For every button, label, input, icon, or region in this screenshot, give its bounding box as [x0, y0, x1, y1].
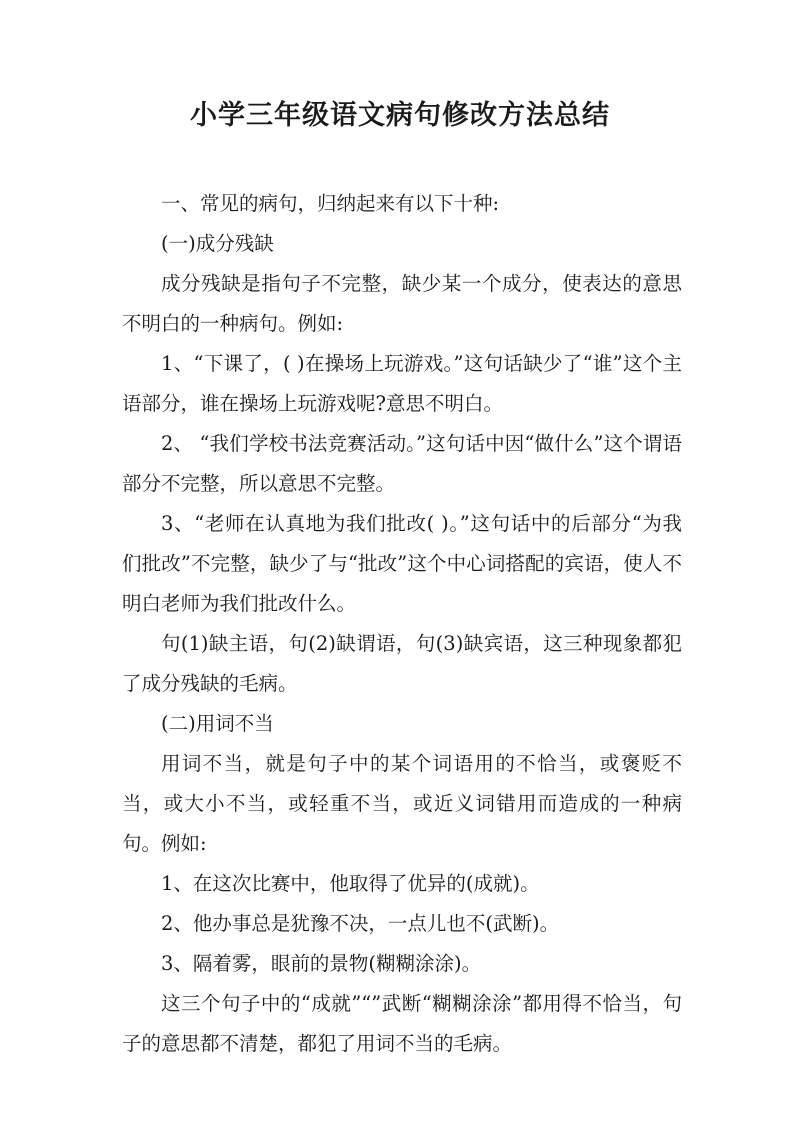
paragraph-summary-2: 这三个句子中的“成就”“”武断“糊糊涂涂”都用得不恰当，句子的意思都不清楚，都犯了用词不当的毛病。	[122, 992, 682, 1055]
paragraph-definition-2: 用词不当，就是句子中的某个词语用的不恰当，或褒贬不当，或大小不当，或轻重不当，或近义词错用而造成的一种病句。例如:	[122, 752, 682, 855]
paragraph-section-heading: 一、常见的病句，归纳起来有以下十种:	[161, 192, 500, 215]
paragraph-example-1-1: 1、“下课了，( )在操场上玩游戏。”这句话缺少了“谁”这个主语部分，谁在操场上玩游戏呢?意思不明白。	[122, 352, 682, 415]
paragraph-subheading-1: (一)成分残缺	[161, 232, 274, 255]
paragraph-summary-1: 句(1)缺主语，句(2)缺谓语，句(3)缺宾语，这三种现象都犯了成分残缺的毛病。	[122, 632, 682, 695]
paragraph-example-2-1: 1、在这次比赛中，他取得了优异的(成就)。	[161, 872, 540, 895]
page-title: 小学三年级语文病句修改方法总结	[190, 100, 610, 131]
document-body	[122, 184, 682, 1064]
paragraph-example-1-3: 3、“老师在认真地为我们批改( )。”这句话中的后部分“为我们批改”不完整，缺少了与“批改”这个中心词搭配的宾语，使人不明白老师为我们批改什么。	[122, 512, 682, 615]
paragraph-example-1-2: 2、 “我们学校书法竞赛活动。”这句话中因“做什么”这个谓语部分不完整，所以意思不完整。	[122, 432, 682, 495]
paragraph-example-2-3: 3、隔着雾，眼前的景物(糊糊涂涂)。	[161, 952, 482, 975]
paragraph-subheading-2: (二)用词不当	[161, 712, 274, 735]
paragraph-definition-1: 成分残缺是指句子不完整，缺少某一个成分，使表达的意思不明白的一种病句。例如:	[122, 272, 682, 335]
paragraph-example-2-2: 2、他办事总是犹豫不决，一点儿也不(武断)。	[161, 912, 560, 935]
